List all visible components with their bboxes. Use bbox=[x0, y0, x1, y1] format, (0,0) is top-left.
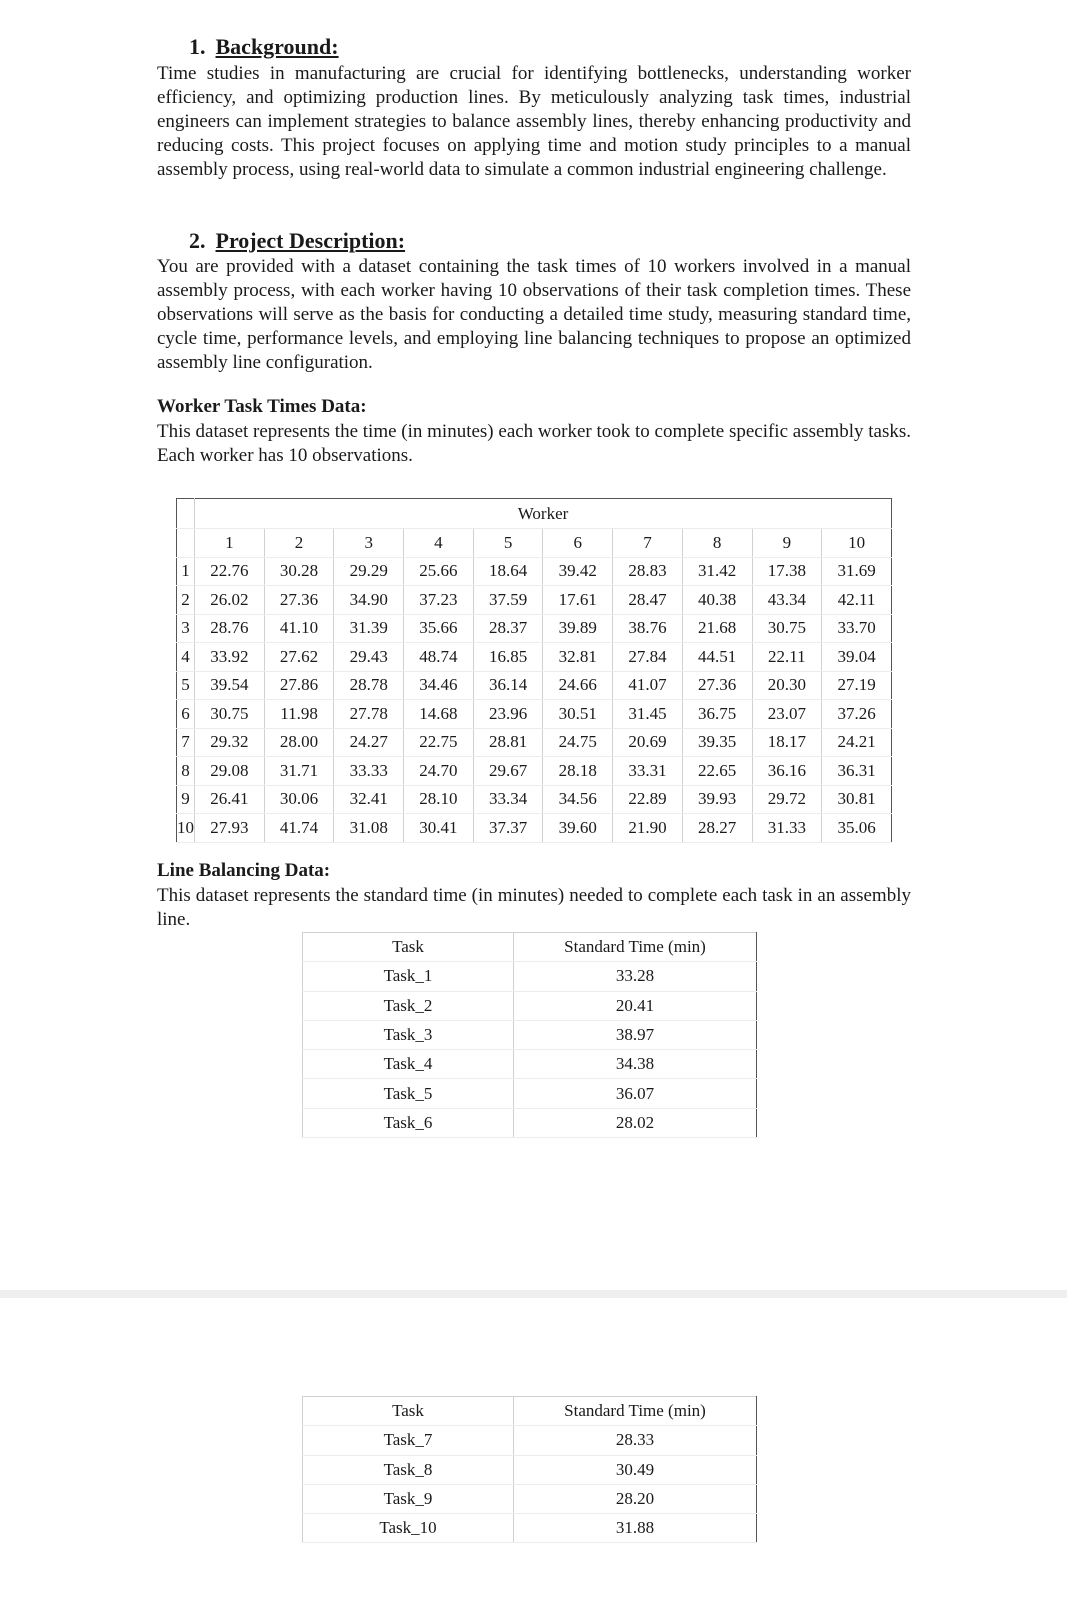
table-cell: 35.06 bbox=[822, 814, 892, 843]
observation-label: 1 bbox=[177, 557, 195, 586]
table-cell: 30.41 bbox=[404, 814, 474, 843]
document-page-2 bbox=[0, 1298, 1067, 1600]
table-cell: 24.27 bbox=[334, 728, 404, 757]
table-cell: 28.10 bbox=[404, 785, 474, 814]
worker-column-header: 10 bbox=[822, 529, 892, 558]
table-cell: 29.29 bbox=[334, 557, 404, 586]
table-cell: 30.75 bbox=[195, 700, 265, 729]
page-gap bbox=[0, 1290, 1067, 1298]
table-row bbox=[177, 785, 892, 814]
observation-label: 10 bbox=[177, 814, 195, 843]
observation-label: 4 bbox=[177, 643, 195, 672]
table-cell: 30.51 bbox=[543, 700, 613, 729]
table-cell: 33.33 bbox=[334, 757, 404, 786]
observation-label: 8 bbox=[177, 757, 195, 786]
table-row bbox=[303, 991, 757, 1020]
table-cell: 27.78 bbox=[334, 700, 404, 729]
worker-column-header: 7 bbox=[613, 529, 683, 558]
worker-data-title: Worker Task Times Data: bbox=[157, 396, 367, 417]
table-row bbox=[177, 671, 892, 700]
table-cell: 28.27 bbox=[682, 814, 752, 843]
table-cell: 28.00 bbox=[264, 728, 334, 757]
table-row bbox=[303, 1484, 757, 1513]
task-name-cell: Task_5 bbox=[303, 1079, 514, 1108]
table-cell: 21.68 bbox=[682, 614, 752, 643]
table-cell: 33.70 bbox=[822, 614, 892, 643]
table-cell: 29.32 bbox=[195, 728, 265, 757]
table-cell: 29.72 bbox=[752, 785, 822, 814]
worker-column-header: 6 bbox=[543, 529, 613, 558]
table-cell: 31.33 bbox=[752, 814, 822, 843]
table-cell: 48.74 bbox=[404, 643, 474, 672]
table-cell: 17.61 bbox=[543, 586, 613, 615]
table-cell: 29.43 bbox=[334, 643, 404, 672]
table-cell: 11.98 bbox=[264, 700, 334, 729]
table-row bbox=[177, 586, 892, 615]
task-column-header: Task bbox=[303, 933, 514, 962]
table-cell: 22.65 bbox=[682, 757, 752, 786]
table-cell: 36.16 bbox=[752, 757, 822, 786]
table-cell: 36.14 bbox=[473, 671, 543, 700]
table-cell: 23.07 bbox=[752, 700, 822, 729]
table-cell: 26.41 bbox=[195, 785, 265, 814]
table-cell: 22.76 bbox=[195, 557, 265, 586]
project-paragraph: You are provided with a dataset containing the task times of 10 workers involved in a manual assembly process, with each worker having 10 observations of their task completion times. These observations will serve as the basis for conducting a detailed time study, measuring standard time, cycle time, performance levels, and employing line balancing techniques to propose an optimized assembly line configuration. bbox=[157, 256, 911, 373]
table-cell: 25.66 bbox=[404, 557, 474, 586]
table-header-row bbox=[303, 1397, 757, 1426]
table-cell: 39.42 bbox=[543, 557, 613, 586]
table-cell: 39.35 bbox=[682, 728, 752, 757]
table-cell: 24.75 bbox=[543, 728, 613, 757]
table-cell: 28.47 bbox=[613, 586, 683, 615]
table-cell: 28.76 bbox=[195, 614, 265, 643]
table-cell: 43.34 bbox=[752, 586, 822, 615]
table-cell: 27.84 bbox=[613, 643, 683, 672]
table-cell: 39.93 bbox=[682, 785, 752, 814]
table-row bbox=[303, 1020, 757, 1049]
task-name-cell: Task_9 bbox=[303, 1484, 514, 1513]
standard-time-column-header: Standard Time (min) bbox=[514, 1397, 757, 1426]
table-row bbox=[303, 1426, 757, 1455]
table-row bbox=[303, 1050, 757, 1079]
table-row bbox=[177, 643, 892, 672]
observation-label: 5 bbox=[177, 671, 195, 700]
task-name-cell: Task_7 bbox=[303, 1426, 514, 1455]
table-row bbox=[303, 1079, 757, 1108]
table-cell: 28.37 bbox=[473, 614, 543, 643]
table-cell: 20.69 bbox=[613, 728, 683, 757]
table-cell: 31.45 bbox=[613, 700, 683, 729]
line-balancing-description: This dataset represents the standard time (in minutes) needed to complete each task in an assembly line. bbox=[157, 885, 911, 930]
standard-time-cell: 34.38 bbox=[514, 1050, 757, 1079]
table-cell: 28.78 bbox=[334, 671, 404, 700]
table-cell: 30.06 bbox=[264, 785, 334, 814]
table-cell: 24.70 bbox=[404, 757, 474, 786]
task-name-cell: Task_10 bbox=[303, 1514, 514, 1543]
table-cell: 18.17 bbox=[752, 728, 822, 757]
table-cell: 31.71 bbox=[264, 757, 334, 786]
table-cell: 27.62 bbox=[264, 643, 334, 672]
table-cell: 37.23 bbox=[404, 586, 474, 615]
worker-data-description: This dataset represents the time (in minutes) each worker took to complete specific assembly tasks. Each worker has 10 observations. bbox=[157, 421, 911, 466]
table-cell: 40.38 bbox=[682, 586, 752, 615]
table-cell: 29.67 bbox=[473, 757, 543, 786]
table-cell: 27.93 bbox=[195, 814, 265, 843]
table-cell: 28.83 bbox=[613, 557, 683, 586]
table-cell: 27.36 bbox=[264, 586, 334, 615]
table-row bbox=[303, 1455, 757, 1484]
table-cell: 27.36 bbox=[682, 671, 752, 700]
background-paragraph: Time studies in manufacturing are crucial for identifying bottlenecks, understanding worker efficiency, and optimizing production lines. By meticulously analyzing task times, industrial engineers can implement strategies to balance assembly lines, thereby enhancing productivity and reducing costs. This project focuses on applying time and motion study principles to a manual assembly process, using real-world data to simulate a common industrial engineering challenge. bbox=[157, 63, 911, 180]
table-cell: 34.56 bbox=[543, 785, 613, 814]
table-cell: 32.41 bbox=[334, 785, 404, 814]
table-cell: 14.68 bbox=[404, 700, 474, 729]
table-cell: 41.07 bbox=[613, 671, 683, 700]
table-cell: 39.04 bbox=[822, 643, 892, 672]
observation-label: 2 bbox=[177, 586, 195, 615]
table-cell: 34.90 bbox=[334, 586, 404, 615]
table-cell: 28.81 bbox=[473, 728, 543, 757]
project-title: Project Description: bbox=[215, 228, 406, 253]
task-column-header: Task bbox=[303, 1397, 514, 1426]
standard-time-cell: 28.02 bbox=[514, 1108, 757, 1137]
line-balancing-title: Line Balancing Data: bbox=[157, 860, 331, 881]
table-cell: 31.42 bbox=[682, 557, 752, 586]
table-cell: 41.74 bbox=[264, 814, 334, 843]
table-cell: 31.08 bbox=[334, 814, 404, 843]
worker-column-header: 4 bbox=[404, 529, 474, 558]
table-row bbox=[303, 1514, 757, 1543]
table-cell: 30.75 bbox=[752, 614, 822, 643]
table-row bbox=[303, 962, 757, 991]
standard-time-cell: 20.41 bbox=[514, 991, 757, 1020]
table-row bbox=[177, 757, 892, 786]
table-cell: 23.96 bbox=[473, 700, 543, 729]
project-heading: 2. Project Description: bbox=[189, 228, 406, 253]
table-cell: 30.28 bbox=[264, 557, 334, 586]
standard-time-cell: 38.97 bbox=[514, 1020, 757, 1049]
task-name-cell: Task_4 bbox=[303, 1050, 514, 1079]
table-row bbox=[177, 814, 892, 843]
worker-column-header: 9 bbox=[752, 529, 822, 558]
observation-label: 9 bbox=[177, 785, 195, 814]
table-cell: 33.31 bbox=[613, 757, 683, 786]
table-cell: 33.34 bbox=[473, 785, 543, 814]
table-cell: 35.66 bbox=[404, 614, 474, 643]
table-cell: 29.08 bbox=[195, 757, 265, 786]
table-cell: 22.11 bbox=[752, 643, 822, 672]
standard-time-cell: 30.49 bbox=[514, 1455, 757, 1484]
task-name-cell: Task_6 bbox=[303, 1108, 514, 1137]
worker-column-header: 2 bbox=[264, 529, 334, 558]
table-cell: 44.51 bbox=[682, 643, 752, 672]
table-cell: 32.81 bbox=[543, 643, 613, 672]
table-row bbox=[303, 1108, 757, 1137]
table-cell: 24.66 bbox=[543, 671, 613, 700]
table-cell: 39.60 bbox=[543, 814, 613, 843]
worker-column-header: 5 bbox=[473, 529, 543, 558]
standard-time-cell: 36.07 bbox=[514, 1079, 757, 1108]
standard-time-cell: 31.88 bbox=[514, 1514, 757, 1543]
worker-column-header: 8 bbox=[682, 529, 752, 558]
background-heading: 1. Background: bbox=[189, 34, 339, 59]
table-column-header-row bbox=[177, 529, 892, 558]
table-corner-cell bbox=[177, 529, 195, 558]
table-cell: 34.46 bbox=[404, 671, 474, 700]
standard-time-table-1 bbox=[302, 932, 757, 1138]
table-cell: 24.21 bbox=[822, 728, 892, 757]
observation-label: 7 bbox=[177, 728, 195, 757]
table-cell: 22.75 bbox=[404, 728, 474, 757]
observation-label: 3 bbox=[177, 614, 195, 643]
table-cell: 21.90 bbox=[613, 814, 683, 843]
table-cell: 37.59 bbox=[473, 586, 543, 615]
table-cell: 37.37 bbox=[473, 814, 543, 843]
table-row bbox=[177, 557, 892, 586]
table-cell: 18.64 bbox=[473, 557, 543, 586]
table-cell: 26.02 bbox=[195, 586, 265, 615]
table-cell: 16.85 bbox=[473, 643, 543, 672]
table-cell: 22.89 bbox=[613, 785, 683, 814]
table-corner-cell bbox=[177, 499, 195, 529]
standard-time-cell: 28.20 bbox=[514, 1484, 757, 1513]
table-cell: 17.38 bbox=[752, 557, 822, 586]
table-cell: 39.89 bbox=[543, 614, 613, 643]
table-cell: 41.10 bbox=[264, 614, 334, 643]
task-name-cell: Task_2 bbox=[303, 991, 514, 1020]
standard-time-column-header: Standard Time (min) bbox=[514, 933, 757, 962]
standard-time-cell: 28.33 bbox=[514, 1426, 757, 1455]
table-cell: 33.92 bbox=[195, 643, 265, 672]
standard-time-cell: 33.28 bbox=[514, 962, 757, 991]
table-row bbox=[177, 614, 892, 643]
table-row bbox=[177, 700, 892, 729]
worker-group-header: Worker bbox=[195, 499, 892, 529]
worker-column-header: 3 bbox=[334, 529, 404, 558]
task-name-cell: Task_8 bbox=[303, 1455, 514, 1484]
table-cell: 39.54 bbox=[195, 671, 265, 700]
table-cell: 36.75 bbox=[682, 700, 752, 729]
table-cell: 20.30 bbox=[752, 671, 822, 700]
worker-task-times-table bbox=[176, 498, 892, 843]
background-title: Background: bbox=[215, 34, 339, 59]
task-name-cell: Task_3 bbox=[303, 1020, 514, 1049]
table-group-header-row bbox=[177, 499, 892, 529]
table-row bbox=[177, 728, 892, 757]
observation-label: 6 bbox=[177, 700, 195, 729]
task-name-cell: Task_1 bbox=[303, 962, 514, 991]
standard-time-table-2 bbox=[302, 1396, 757, 1543]
table-cell: 38.76 bbox=[613, 614, 683, 643]
table-cell: 37.26 bbox=[822, 700, 892, 729]
table-cell: 28.18 bbox=[543, 757, 613, 786]
table-cell: 42.11 bbox=[822, 586, 892, 615]
table-cell: 27.19 bbox=[822, 671, 892, 700]
table-header-row bbox=[303, 933, 757, 962]
table-cell: 31.39 bbox=[334, 614, 404, 643]
table-cell: 27.86 bbox=[264, 671, 334, 700]
table-cell: 30.81 bbox=[822, 785, 892, 814]
table-cell: 36.31 bbox=[822, 757, 892, 786]
worker-column-header: 1 bbox=[195, 529, 265, 558]
table-cell: 31.69 bbox=[822, 557, 892, 586]
